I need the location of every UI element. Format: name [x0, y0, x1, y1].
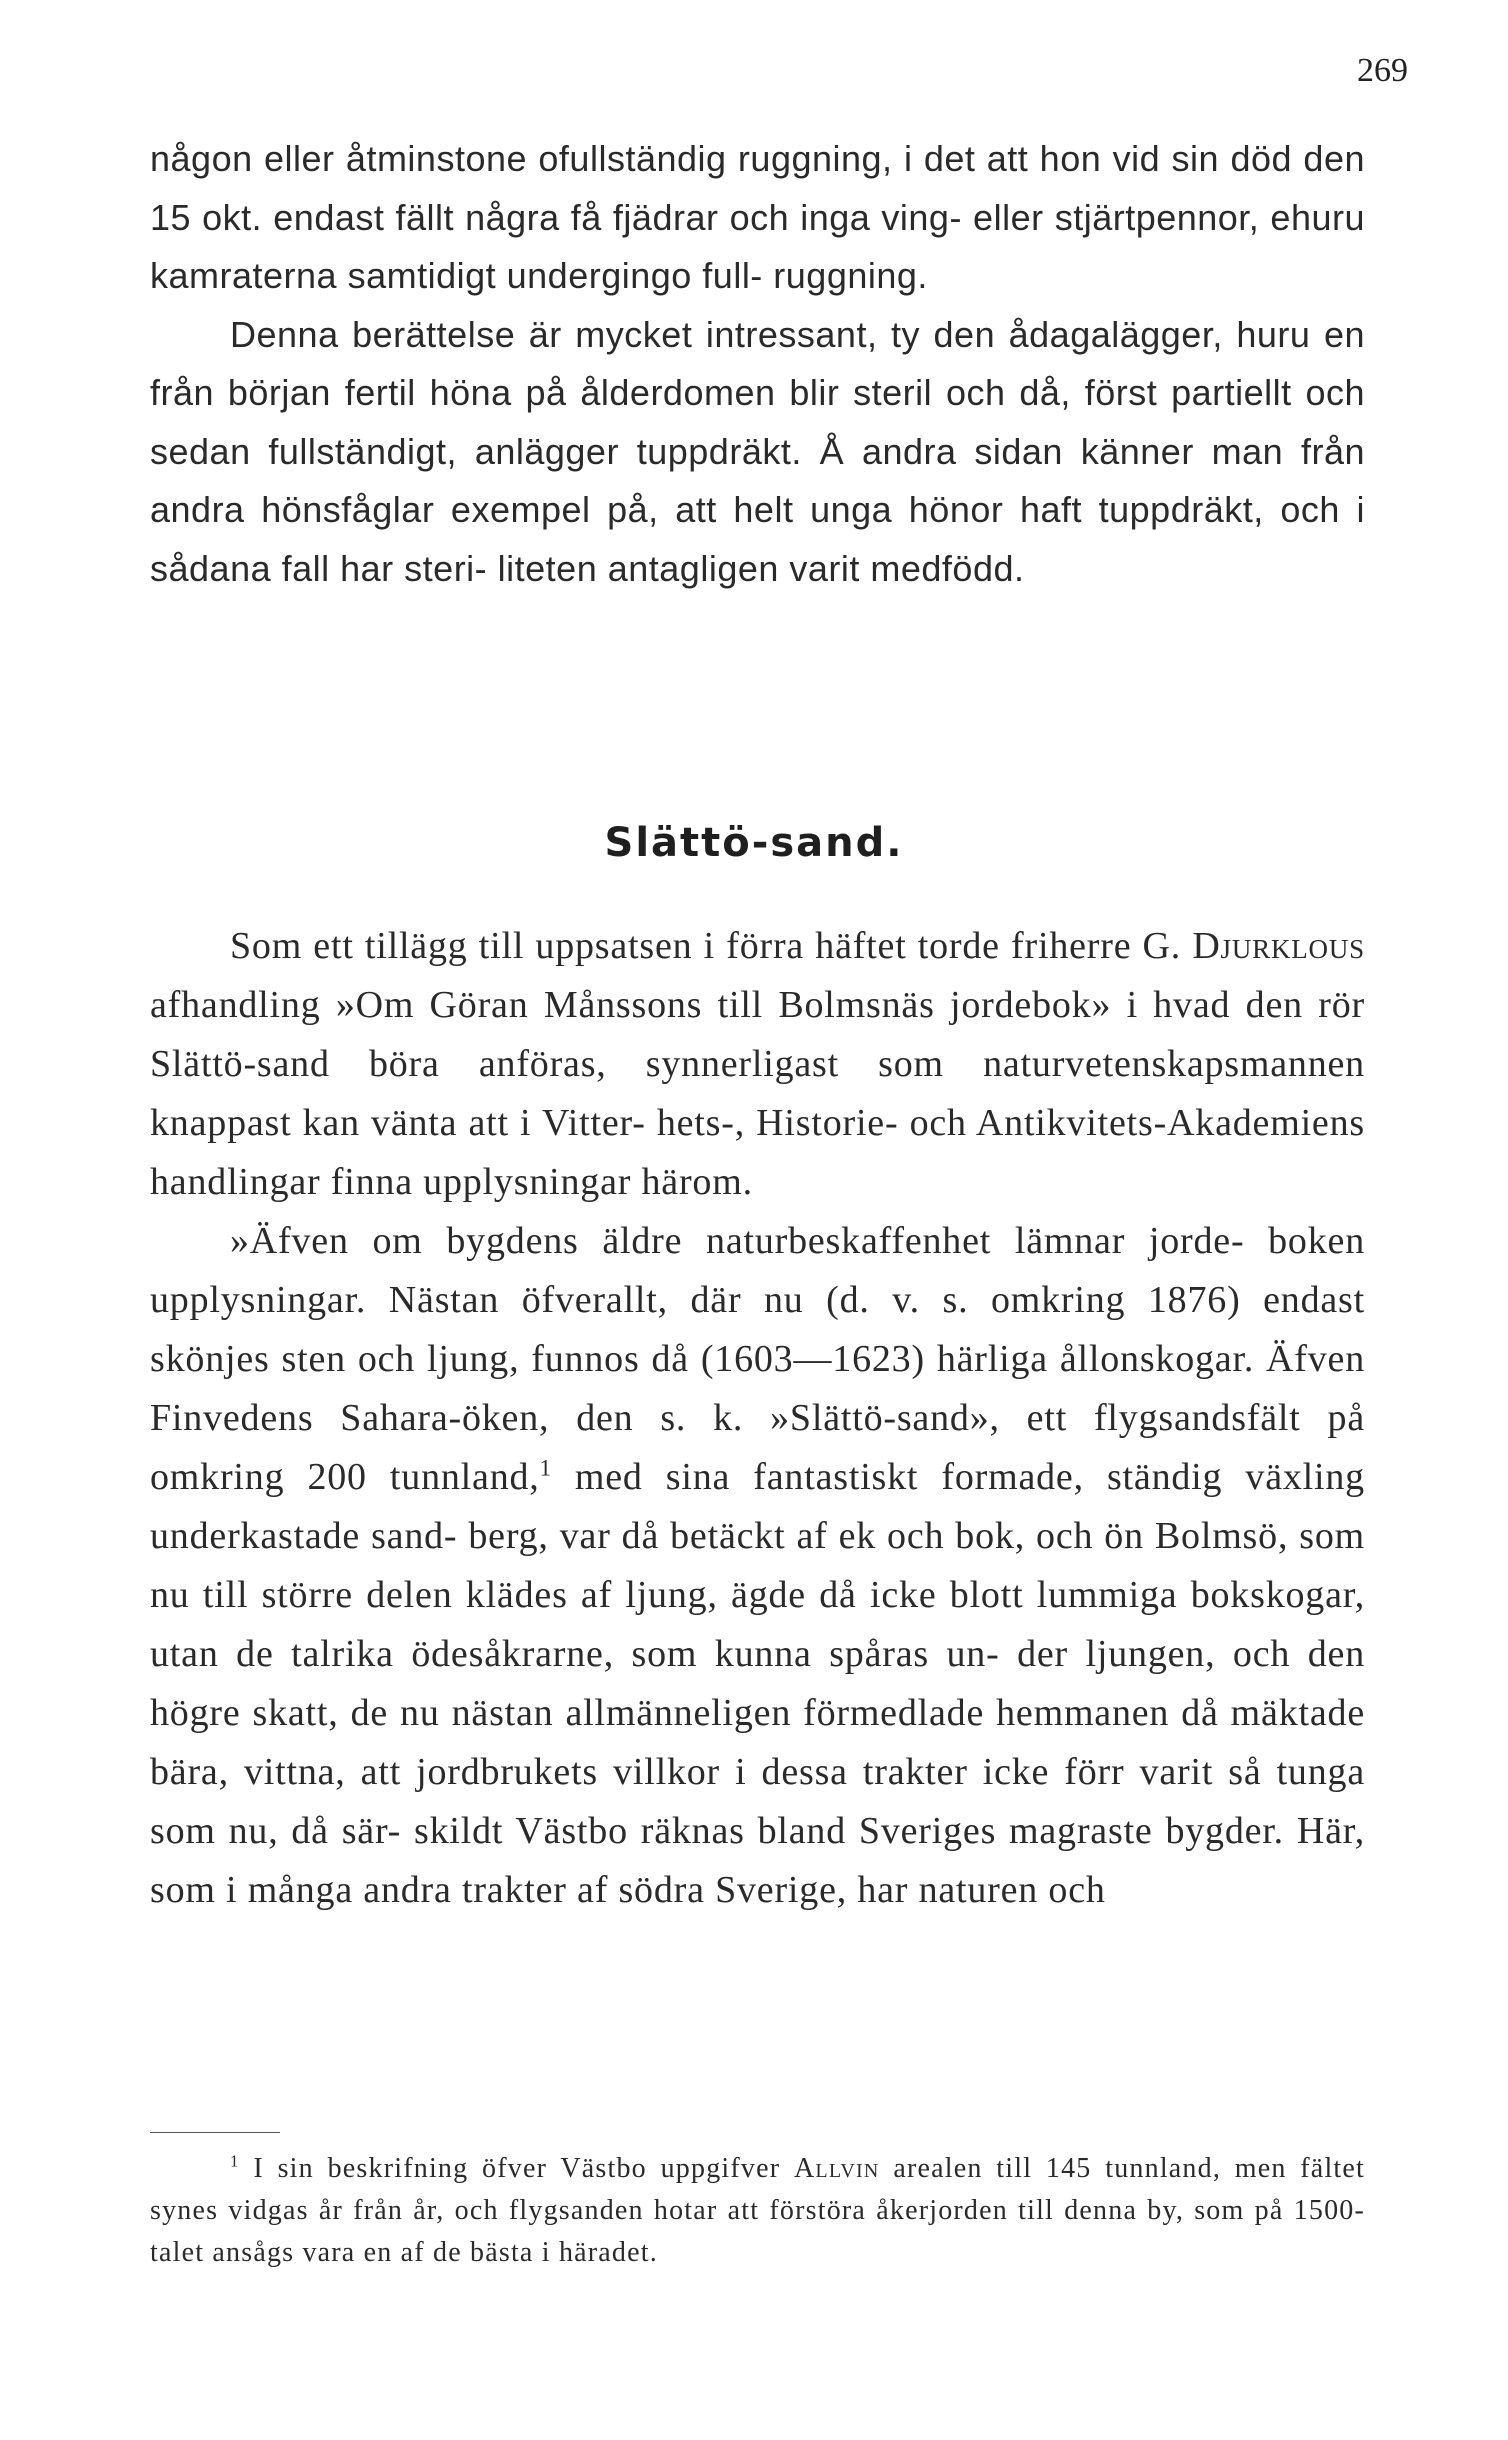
text-block-continuation [150, 130, 1365, 598]
footnote-text: I sin beskrifning öfver Västbo uppgifver [253, 2153, 781, 2184]
footnote-text: arealen till 145 tunnland, men fältet synes vidgas år från år, och flygsanden hotar att förstöra åkerjorden till denna by, som på 1500-talet ansågs vara en af de bästa i häradet. [150, 2153, 1366, 2268]
footnote-divider [150, 2132, 280, 2133]
section-heading: Slättö-sand. [604, 820, 904, 866]
paragraph: någon eller åtminstone ofullständig ruggning, i det att hon vid sin död den 15 okt. endast fällt några få fjädrar och inga ving- eller stjärtpennor, ehuru kamraterna samtidigt undergingo full- ruggning. [150, 138, 1365, 296]
author-name: Allvin [794, 2153, 880, 2184]
page-number: 269 [1357, 52, 1408, 89]
footnote [150, 2148, 1365, 2274]
author-name: Djurklous [1192, 925, 1365, 967]
footnote-reference[interactable]: 1 [539, 1455, 552, 1481]
paragraph-text: Som ett tillägg till uppsatsen i förra häftet torde friherre G. [230, 925, 1182, 967]
paragraph-text: med sina fantastiskt formade, ständig växling underkastade sand- berg, var då betäckt af ek och bok, och ön Bolmsö, som nu till större delen klädes af ljung, ägde då icke blott lummiga bokskogar, utan de talrika ödesåkrarne, som kunna spåras un- der ljungen, och den högre skatt, de nu nästan allmänneligen förmedlade hemmanen då mäktade bära, vittna, att jordbrukets villkor i dessa trakter icke förr varit så tunga som nu, då sär- skildt Västbo räknas bland Sveriges magraste bygder. Här, som i många andra trakter af södra Sverige, har naturen och [150, 1456, 1365, 1911]
footnote-marker: 1 [230, 2151, 240, 2171]
paragraph: Denna berättelse är mycket intressant, ty den ådagalägger, huru en från början fertil höna på ålderdomen blir steril och då, först partiellt och sedan fullständigt, anlägger tuppdräkt. Å andra sidan känner man från andra hönsfåglar exempel på, att helt unga hönor haft tuppdräkt, och i sådana fall har steri- liteten antagligen varit medfödd. [150, 313, 1365, 589]
paragraph [150, 917, 1365, 1212]
text-block-section [150, 917, 1365, 1920]
paragraph-text: »Äfven om bygdens äldre naturbeskaffenhet lämnar jorde- boken upplysningar. Nästan öfverallt, där nu (d. v. s. omkring 1876) endast skönjes sten och ljung, funnos då (1603—1623) härliga ållonskogar. Äfven Finvedens Sahara-öken, den s. k. »Slättö-sand», ett flygsandsfält på omkring 200 tunnland, [150, 1220, 1365, 1498]
paragraph-text: afhandling »Om Göran Månssons till Bolmsnäs jordebok» i hvad den rör Slättö-sand böra anföras, synnerligast som naturvetenskapsmannen knappast kan vänta att i Vitter- hets-, Historie- och Antikvitets-Akademiens handlingar finna upplysningar härom. [150, 984, 1365, 1203]
paragraph [150, 1212, 1365, 1920]
